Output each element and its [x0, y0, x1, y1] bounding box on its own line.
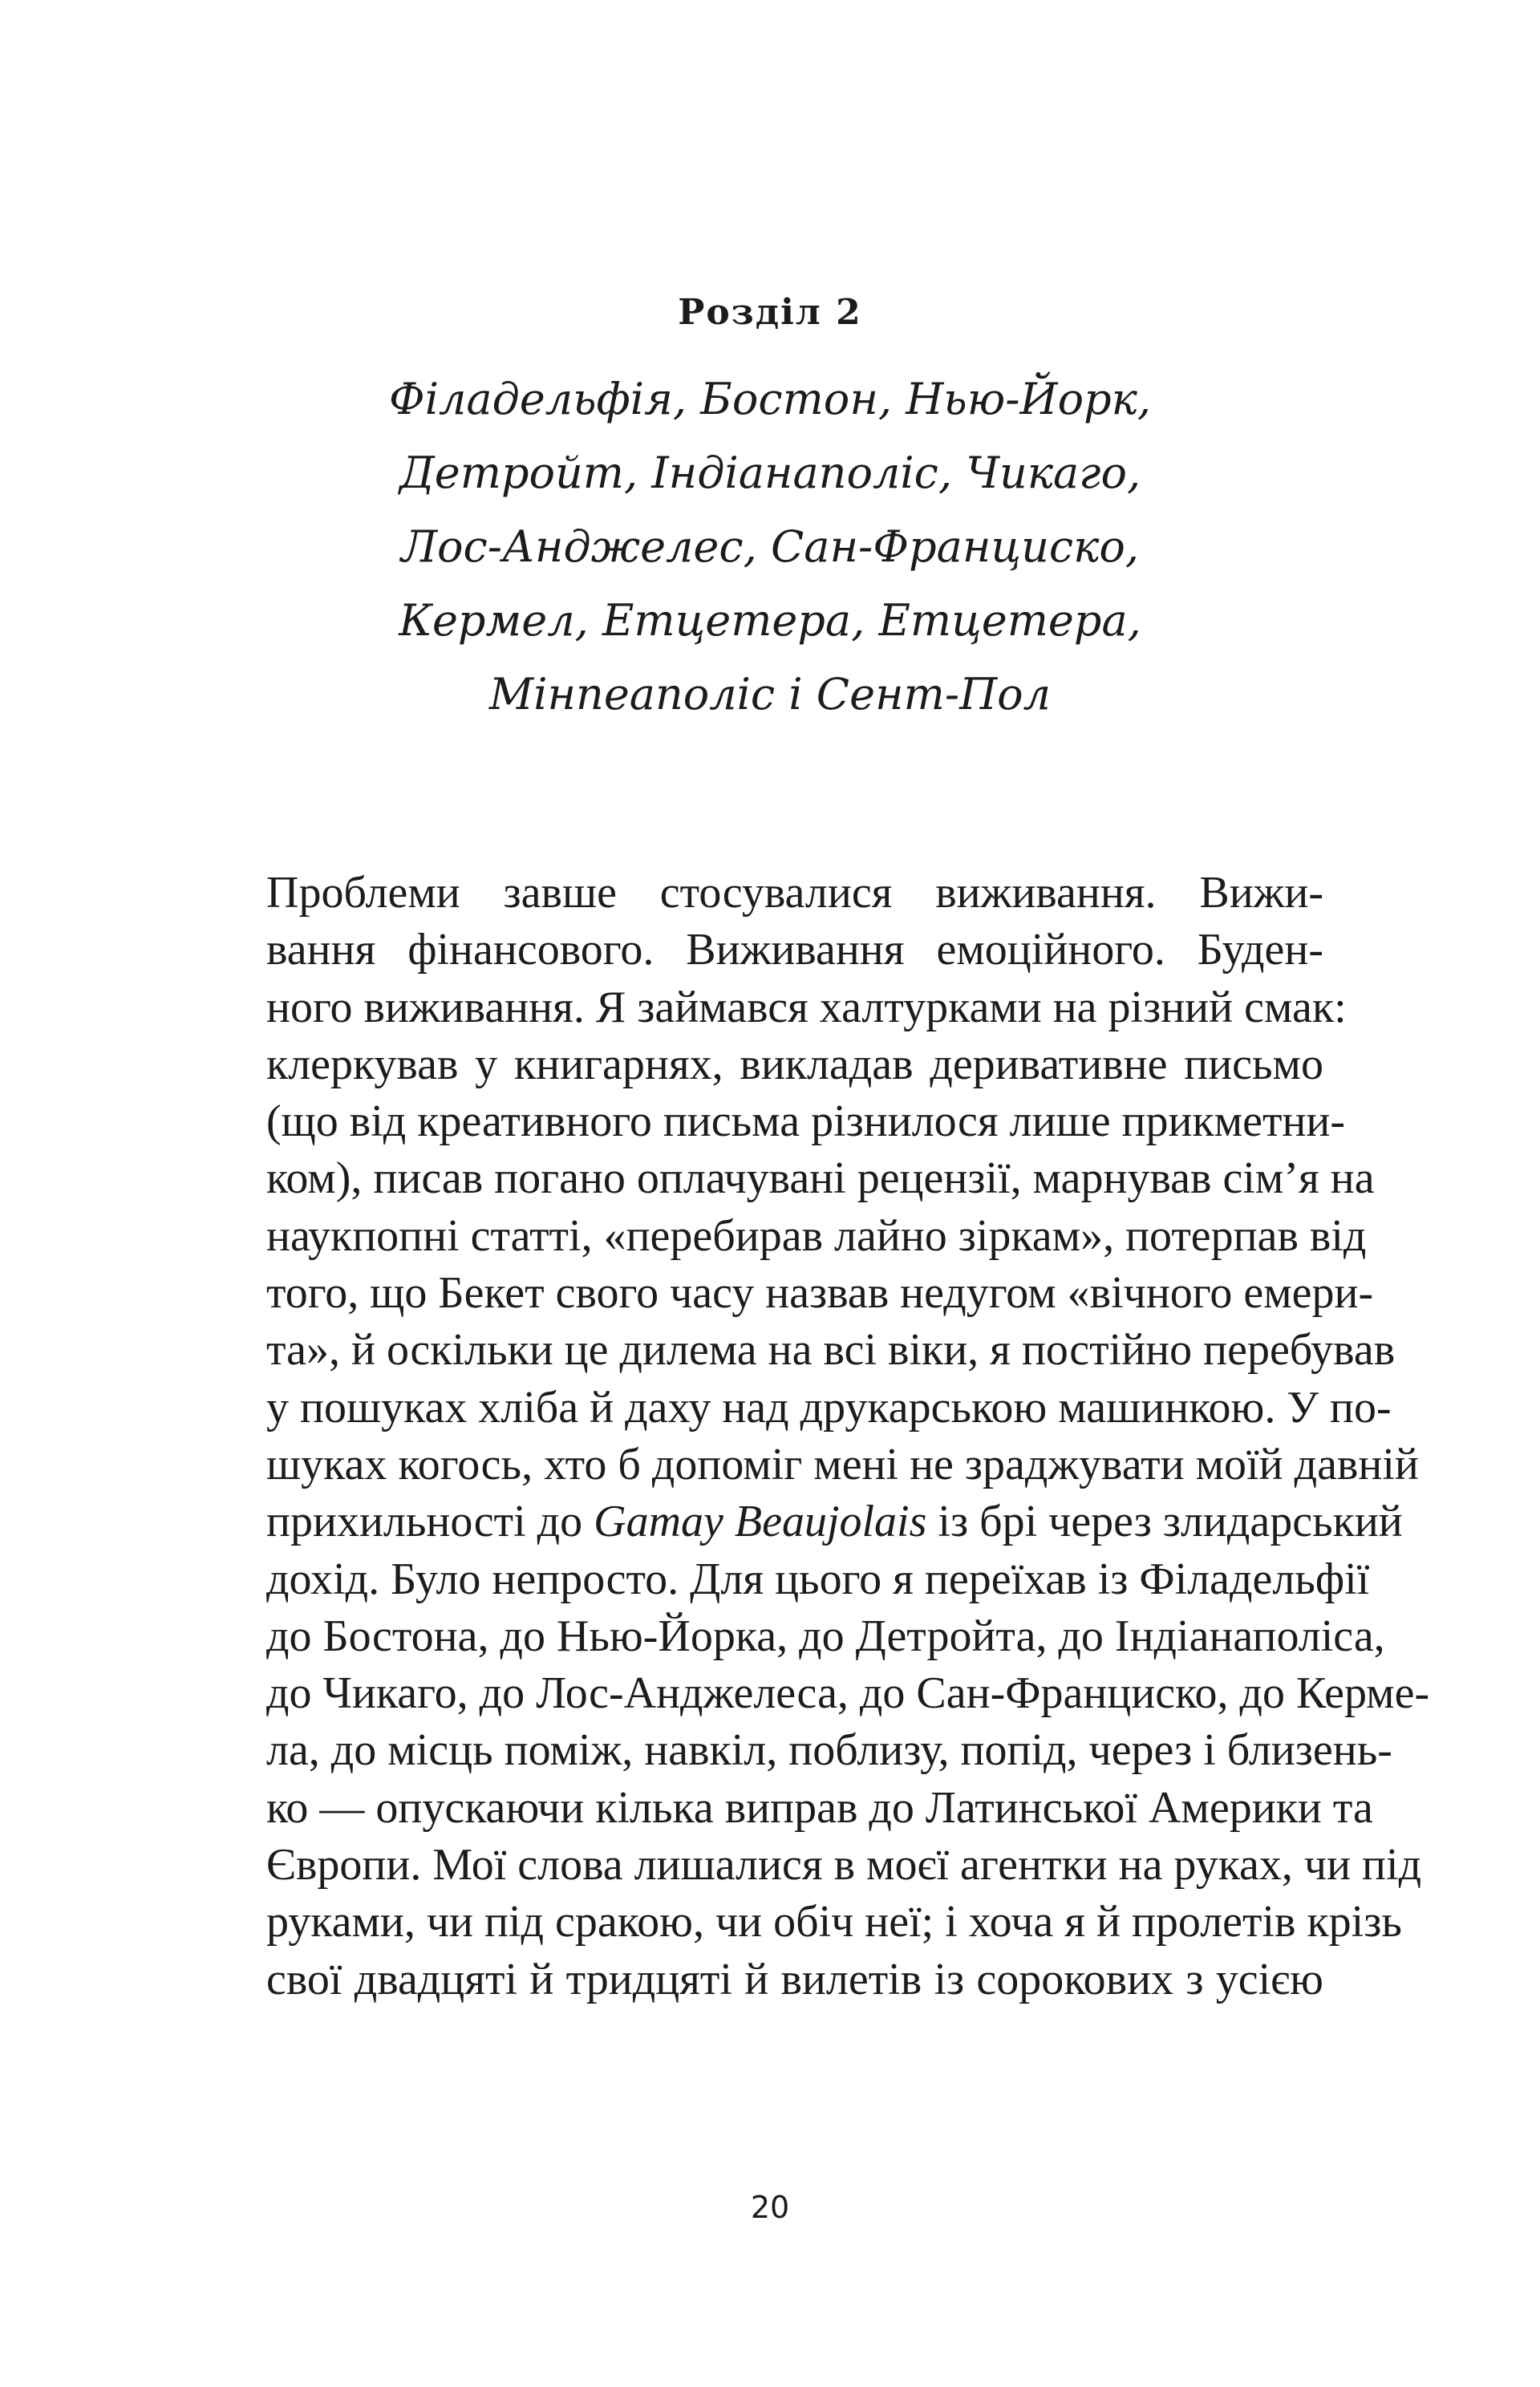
body-text-run: прихильності до [266, 1497, 594, 1547]
body-line: Європи. Мої слова лишалися в моєї агентки на руках, чи під [266, 1840, 1422, 1891]
body-line: ком), писав погано оплачувані рецензії, марнував сім’я на [266, 1153, 1375, 1204]
body-line: вання фінансового. Виживання емоційного. Буден- [266, 925, 1323, 975]
body-line: наукпопні статті, «перебирав лайно зіркам», потерпав від [266, 1210, 1367, 1261]
chapter-subtitle-line: Кермел, Етцетера, Етцетера, [399, 595, 1141, 646]
page-number: 20 [750, 2190, 790, 2225]
body-line: (що від креативного письма різнилося лише прикметни- [266, 1096, 1346, 1147]
body-line: Проблеми завше стосувалися виживання. Вижи- [266, 868, 1323, 918]
italic-wine-name: Gamay Beaujolais [594, 1497, 927, 1547]
chapter-heading: Розділ 2 [678, 292, 862, 333]
body-line: ла, до місць поміж, навкіл, поблизу, попід, через і близень- [266, 1725, 1392, 1776]
body-line: шуках когось, хто б допоміг мені не зраджувати моїй давній [266, 1439, 1419, 1489]
body-line: ко — опускаючи кілька виправ до Латинської Америки та [266, 1782, 1373, 1833]
chapter-subtitle-line: Філадельфія, Бостон, Нью-Йорк, [388, 374, 1152, 424]
body-line: та», й оскільки це дилема на всі віки, я постійно перебував [266, 1325, 1396, 1376]
chapter-subtitle [0, 363, 1540, 732]
chapter-subtitle-line: Детройт, Індіанаполіс, Чикаго, [399, 448, 1141, 498]
body-line-with-italic [266, 1493, 1403, 1550]
body-line: руками, чи під сракою, чи обіч неї; і хоча я й пролетів крізь [266, 1897, 1402, 1947]
body-line: дохід. Було непросто. Для цього я переїхав із Філадельфії [266, 1554, 1370, 1604]
body-line: ного виживання. Я займався халтурками на різний смак: [266, 982, 1347, 1032]
body-line: клеркував у книгарнях, викладав деривативне письмо [266, 1039, 1323, 1089]
body-line: у пошуках хліба й даху над друкарською машинкою. У по- [266, 1382, 1392, 1433]
body-line: до Чикаго, до Лос-Анджелеса, до Сан-Франциско, до Керме- [266, 1668, 1430, 1719]
body-line: того, що Бекет свого часу назвав недугом «вічного емери- [266, 1268, 1374, 1319]
chapter-subtitle-line: Мінneaполіс і Сент-Пол [488, 669, 1052, 719]
body-line: до Бостона, до Нью-Йорка, до Детройта, до Індіанаполіса, [266, 1611, 1385, 1661]
body-line: свої двадцяті й тридцяті й вилетів із сорокових з усією [266, 1954, 1323, 2004]
body-paragraph [266, 865, 1430, 2008]
chapter-subtitle-line: Лос-Анджелес, Сан-Франциско, [400, 521, 1140, 572]
body-text-run: із брі через злидарський [926, 1497, 1403, 1547]
